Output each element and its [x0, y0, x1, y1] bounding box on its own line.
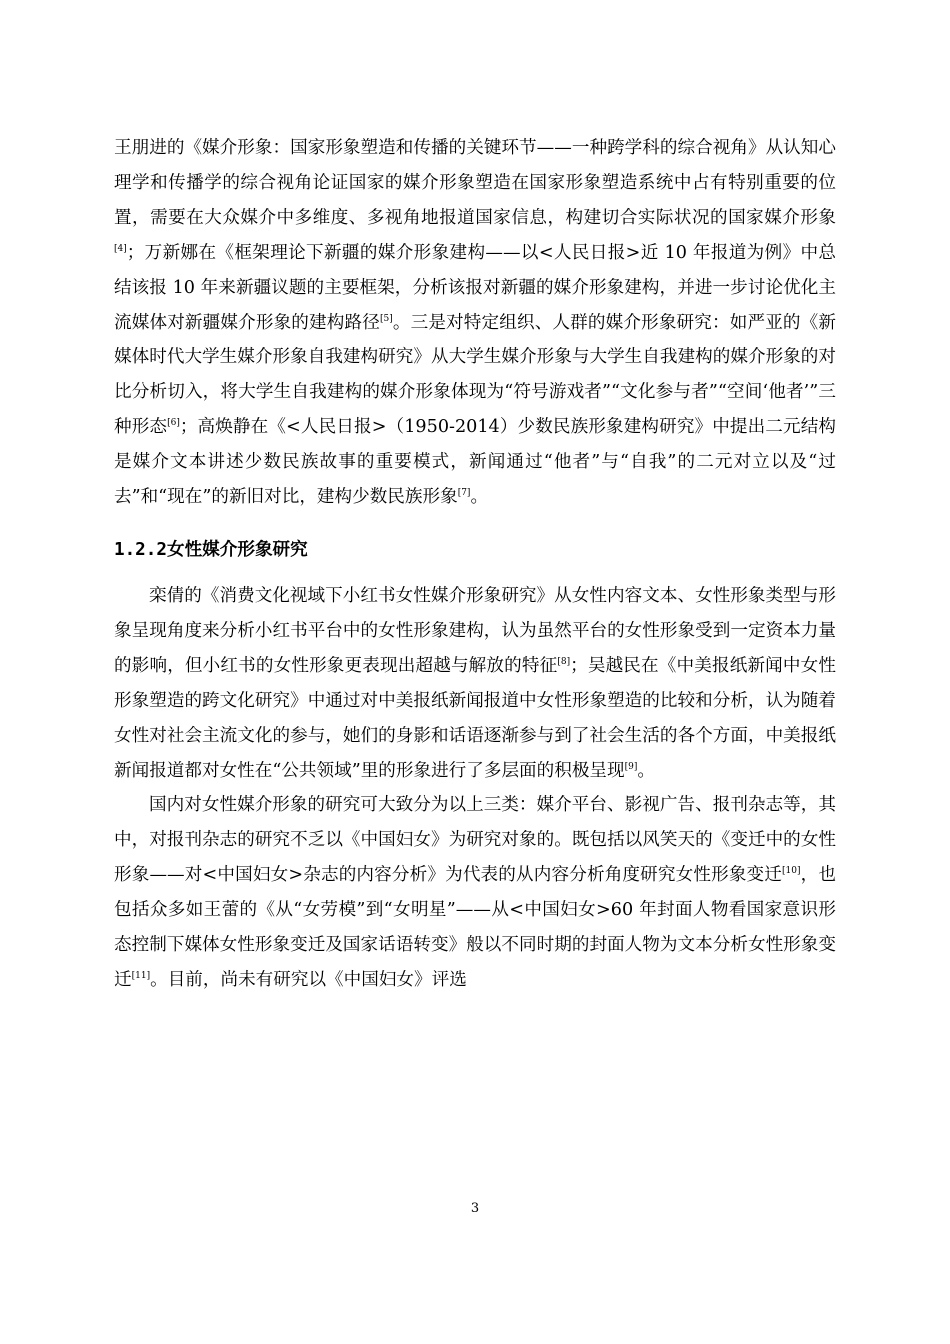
citation-marker: [9]: [624, 761, 638, 772]
body-paragraph-3: [114, 788, 836, 997]
paragraph-text: 。三是对特定组织、人群的媒介形象研究：如严亚的《新媒体时代大学生媒介形象自我建构研究》从大学生媒介形象与大学生自我建构的媒介形象的对比分析切入，将大学生自我建构的媒介形象体现为“符号游戏者”“文化参与者”“空间‘他者’”三种形态: [114, 312, 836, 438]
paragraph-text: 栾倩的《消费文化视域下小红书女性媒介形象研究》从女性内容文本、女性形象类型与形象呈现角度来分析小红书平台中的女性形象建构，认为虽然平台的女性形象受到一定资本力量的影响，但小红书的女性形象更表现出超越与解放的特征: [114, 585, 836, 676]
paragraph-text: 。: [637, 760, 655, 781]
section-title: 女性媒介形象研究: [166, 539, 308, 560]
paragraph-text: 。目前，尚未有研究以《中国妇女》评选: [150, 969, 467, 990]
body-paragraph-2: [114, 579, 836, 788]
section-heading: [114, 535, 836, 565]
section-number: 1.2.2: [114, 539, 167, 560]
citation-marker: [11]: [131, 970, 151, 981]
citation-marker: [8]: [557, 656, 571, 667]
paragraph-text: ；高焕静在《<人民日报>（1950-2014）少数民族形象建构研究》中提出二元结构是媒介文本讲述少数民族故事的重要模式，新闻通过“他者”与“自我”的二元对立以及“过去”和“现在”的新旧对比，建构少数民族形象: [114, 417, 836, 508]
citation-marker: [10]: [782, 866, 801, 877]
citation-marker: [6]: [167, 418, 180, 429]
paragraph-text: 。: [470, 487, 489, 508]
paragraph-text: ；吴越民在《中美报纸新闻中女性形象塑造的跨文化研究》中通过对中美报纸新闻报道中女性形象塑造的比较和分析，认为随着女性对社会主流文化的参与，她们的身影和话语逐渐参与到了社会生活的各个方面，中美报纸新闻报道都对女性在“公共领域”里的形象进行了多层面的积极呈现: [114, 655, 836, 781]
citation-marker: [4]: [114, 243, 127, 254]
paragraph-text: 王朋进的《媒介形象：国家形象塑造和传播的关键环节——一种跨学科的综合视角》从认知心理学和传播学的综合视角论证国家的媒介形象塑造在国家形象塑造系统中占有特别重要的位置，需要在大众媒介中多维度、多视角地报道国家信息，构建切合实际状况的国家媒介形象: [114, 138, 836, 228]
paragraph-text: ，也包括众多如王蕾的《从“女劳模”到“女明星”——从<中国妇女>60 年封面人物看国家意识形态控制下媒体女性形象变迁及国家话语转变》般以不同时期的封面人物为文本分析女性形象变迁: [114, 865, 836, 990]
paragraph-text: ；万新娜在《框架理论下新疆的媒介形象建构——以<人民日报>近 10 年报道为例》中总结该报 10 年来新疆议题的主要框架，分析该报对新疆的媒介形象建构，并进一步讨论优化主流媒体对新疆媒介形象的建构路径: [114, 242, 836, 333]
paragraph-text: 国内对女性媒介形象的研究可大致分为以上三类：媒介平台、影视广告、报刊杂志等，其中，对报刊杂志的研究不乏以《中国妇女》为研究对象的。既包括以风笑天的《变迁中的女性形象——对<中国妇女>杂志的内容分析》为代表的从内容分析角度研究女性形象变迁: [114, 795, 836, 886]
body-paragraph-1: [114, 131, 836, 515]
citation-marker: [7]: [457, 488, 471, 499]
document-body: [114, 131, 836, 998]
citation-marker: [5]: [379, 313, 393, 324]
page-number: 3: [470, 1201, 480, 1216]
